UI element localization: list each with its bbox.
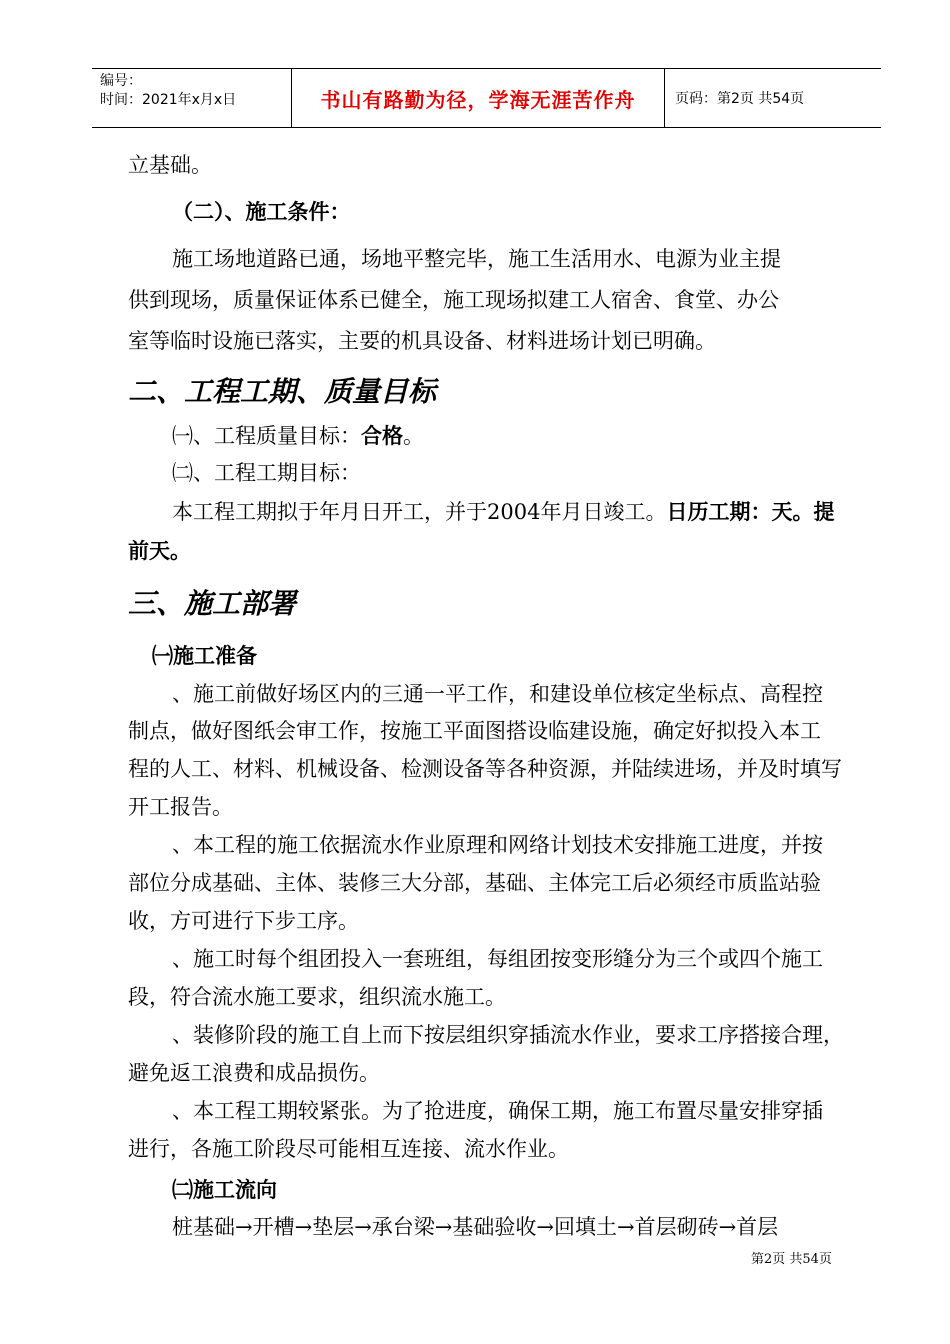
header-page: 页码：第2页 共54页 <box>675 91 805 107</box>
paragraph: 部位分成基础、主体、装修三大分部，基础、主体完工后必须经市质监站验 <box>128 871 821 895</box>
section-title: 二、工程工期、质量目标 <box>128 375 437 408</box>
quality-end: 。 <box>403 424 424 448</box>
quality-target <box>172 422 892 450</box>
header-meta <box>92 69 292 127</box>
page-header <box>92 68 881 128</box>
page-footer: 第2页 共54页 <box>751 1252 832 1267</box>
paragraph: 、本工程的施工依据流水作业原理和网络计划技术安排施工进度，并按 <box>172 833 823 857</box>
paragraph: 段，符合流水施工要求，组织流水施工。 <box>128 985 506 1009</box>
paragraph: 、装修阶段的施工自上而下按层组织穿插流水作业，要求工序搭接合理， <box>172 1023 844 1047</box>
paragraph: 制点，做好图纸会审工作，按施工平面图搭设临建设施，确定好拟投入本工 <box>128 719 821 743</box>
paragraph: 供到现场，质量保证体系已健全，施工现场拟建工人宿舍、食堂、办公 <box>128 288 779 312</box>
paragraph: 、施工时每个组团投入一套班组，每组团按变形缝分为三个或四个施工 <box>172 947 823 971</box>
header-motto: 书山有路勤为径，学海无涯苦作舟 <box>292 69 665 127</box>
paragraph: 避免返工浪费和成品损伤。 <box>128 1061 380 1085</box>
paragraph: 收，方可进行下步工序。 <box>128 909 359 933</box>
header-time: 时间：2021年x月x日 <box>100 92 237 108</box>
paragraph: 前天。 <box>128 538 191 563</box>
subheading-conditions: （二）、施工条件： <box>172 200 351 224</box>
paragraph: 程的人工、材料、机械设备、检测设备等各种资源，并陆续进场，并及时填写 <box>128 757 842 781</box>
paragraph: 、施工前做好场区内的三通一平工作，和建设单位核定坐标点、高程控 <box>172 682 823 706</box>
paragraph: 立基础。 <box>128 153 212 177</box>
paragraph: 桩基础→开槽→垫层→承台梁→基础验收→回填土→首层砌砖→首层 <box>172 1215 779 1239</box>
section-title: 三、施工部署 <box>128 587 297 620</box>
quality-label: ㈠、工程质量目标： <box>172 424 361 448</box>
period-paragraph <box>128 498 848 526</box>
quality-value: 合格 <box>361 423 403 448</box>
paragraph: 开工报告。 <box>128 795 233 819</box>
header-number: 编号： <box>100 73 142 89</box>
period-text: 本工程工期拟于年月日开工，并于2004年月日竣工。 <box>172 500 667 524</box>
paragraph: 施工场地道路已通，场地平整完毕，施工生活用水、电源为业主提 <box>172 247 781 271</box>
paragraph: 室等临时设施已落实，主要的机具设备、材料进场计划已明确。 <box>128 329 716 353</box>
period-label: ㈡、工程工期目标： <box>172 461 361 485</box>
paragraph: 进行，各施工阶段尽可能相互连接、流水作业。 <box>128 1137 569 1161</box>
subheading-prep: ㈠施工准备 <box>152 643 257 668</box>
subheading-flow: ㈡施工流向 <box>172 1177 277 1202</box>
paragraph: 、本工程工期较紧张。为了抢进度，确保工期，施工布置尽量安排穿插 <box>172 1099 823 1123</box>
period-bold: 日历工期：天。提 <box>666 499 835 524</box>
